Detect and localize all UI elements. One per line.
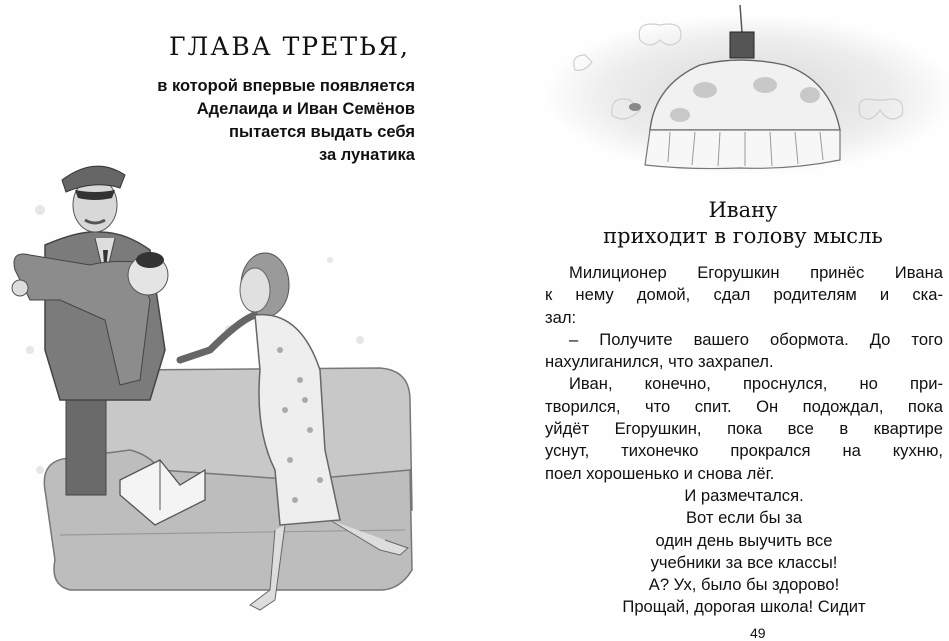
chapter-title: ГЛАВА ТРЕТЬЯ, — [168, 32, 410, 61]
text-line: зал: — [545, 307, 577, 327]
text-line: поел хорошенько и снова лёг. — [545, 463, 775, 483]
subtitle-line: пытается выдать себя — [229, 123, 415, 141]
section-title-line: приходит в голову мысль — [603, 224, 883, 248]
illustration-policeman-mother-sofa — [0, 150, 470, 640]
body-text — [545, 262, 943, 619]
right-page — [474, 0, 949, 640]
subtitle-line: в которой впервые появляется — [157, 77, 415, 95]
section-title-line: Ивану — [708, 198, 778, 222]
text-line: уснут, тихонечко прокрался на кухню, — [545, 441, 943, 461]
left-page — [0, 0, 470, 640]
centered-line: И размечтался. — [684, 485, 804, 505]
section-title — [538, 197, 948, 249]
centered-line: учебники за все классы! — [650, 552, 838, 572]
text-line: нахулиганился, что захрапел. — [545, 352, 774, 372]
centered-line: Вот если бы за — [685, 508, 803, 528]
text-line: к нему домой, сдал родителям и ска- — [545, 285, 943, 305]
text-line: творился, что спит. Он подождал, пока — [545, 396, 943, 416]
page-number: 49 — [750, 625, 766, 641]
text-line: – Получите вашего обормота. До того — [569, 329, 943, 349]
centered-line: один день выучить все — [655, 530, 833, 550]
subtitle-line: Аделаида и Иван Семёнов — [196, 100, 415, 118]
subtitle-line: за лунатика — [319, 146, 415, 164]
centered-line: Прощай, дорогая школа! Сидит — [622, 597, 866, 617]
text-line: уйдёт Егорушкин, пока все в квартире — [545, 419, 943, 439]
centered-line: А? Ух, было бы здорово! — [648, 575, 840, 595]
text-line: Милиционер Егорушкин принёс Ивана — [569, 263, 943, 282]
text-line: Иван, конечно, проснулся, но при- — [569, 374, 943, 394]
illustration-lampshade — [540, 0, 949, 190]
